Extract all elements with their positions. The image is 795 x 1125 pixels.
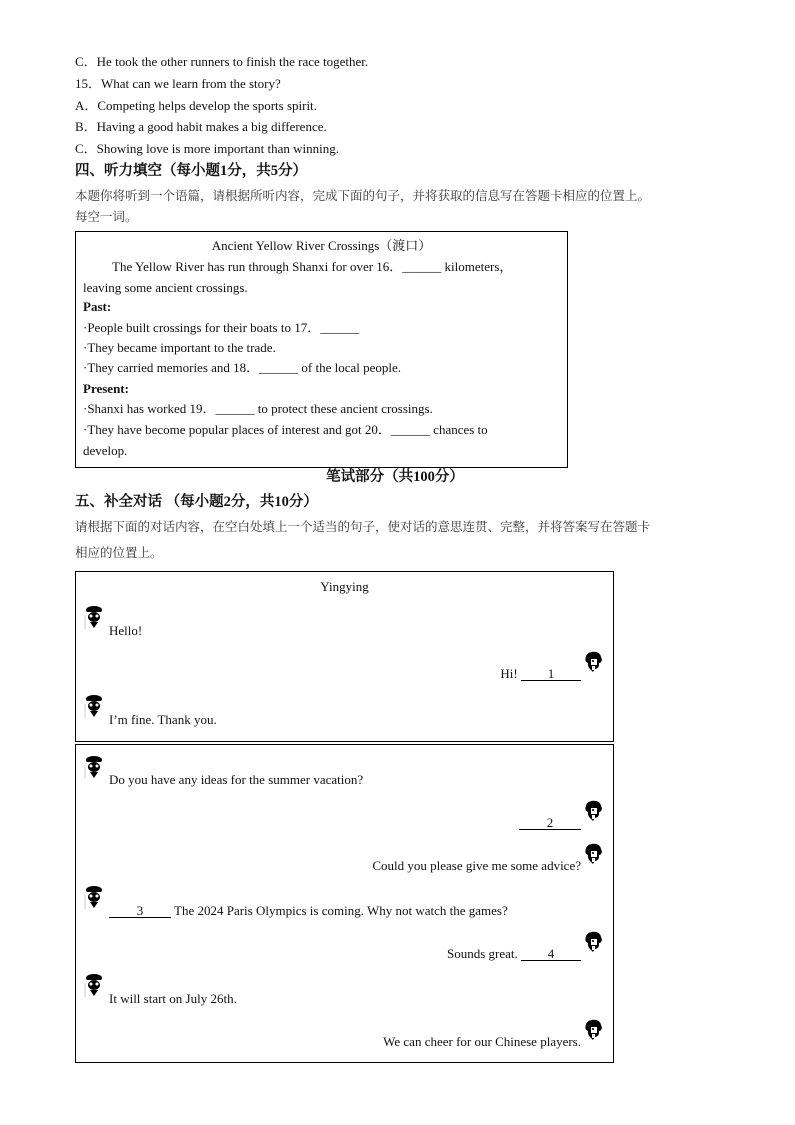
dialog-box-2: [75, 744, 614, 1063]
section-4-instruction-2: 每空一词。: [75, 209, 138, 224]
dialog-title: Yingying: [320, 579, 369, 594]
box-line: ·They carried memories and 18．______ of the local people.: [83, 360, 402, 375]
present-label: Present:: [83, 381, 129, 396]
girl-avatar-icon: [583, 649, 603, 673]
girl-avatar-icon: [583, 798, 603, 822]
box-line: ·Shanxi has worked 19．______ to protect these ancient crossings.: [83, 401, 433, 416]
section-4-instruction: 本题你将听到一个语篇，请根据所听内容，完成下面的句子，并将获取的信息写在答题卡相应的位置上。: [75, 188, 651, 203]
box-line: The Yellow River has run through Shanxi for over 16．______ kilometers，: [112, 259, 513, 274]
section-5-heading: 五、补全对话 （每小题2分，共10分）: [75, 494, 318, 510]
answer-blank-4[interactable]: 4: [521, 947, 581, 961]
dialog-box-1: [75, 571, 614, 742]
box-line: leaving some ancient crossings.: [83, 280, 248, 295]
girl-avatar-icon: [583, 929, 603, 953]
boy-avatar-icon: [84, 694, 104, 718]
dialog-line: I’m fine. Thank you.: [109, 712, 217, 727]
girl-avatar-icon: [583, 841, 603, 865]
past-label: Past:: [83, 299, 112, 314]
dialog-line: It will start on July 26th.: [109, 991, 237, 1006]
dialog-line: Do you have any ideas for the summer vacation?: [109, 772, 364, 787]
dialog-line: Hello!: [109, 623, 143, 638]
box-title: Ancient Yellow River Crossings（渡口）: [211, 238, 432, 253]
section-5-instruction-2: 相应的位置上。: [75, 545, 163, 560]
boy-avatar-icon: [84, 605, 104, 629]
box-line: ·They have become popular places of interest and got 20．______ chances to: [83, 422, 488, 437]
dialog-line: Sounds great. 4: [447, 946, 581, 962]
girl-avatar-icon: [583, 1017, 603, 1041]
answer-blank-1[interactable]: 1: [521, 667, 581, 681]
box-line: ·They became important to the trade.: [83, 340, 276, 355]
answer-blank-2[interactable]: 2: [519, 816, 581, 830]
option-15c: C．Showing love is more important than winning.: [75, 141, 339, 156]
dialog-line: [519, 815, 581, 831]
option-14c: C．He took the other runners to finish the race together.: [75, 54, 369, 69]
box-line: develop.: [83, 443, 128, 458]
boy-avatar-icon: [84, 973, 104, 997]
option-15b: B．Having a good habit makes a big difference.: [75, 119, 327, 134]
boy-avatar-icon: [84, 755, 104, 779]
section-4-heading: 四、听力填空（每小题1分，共5分）: [75, 163, 307, 179]
dialog-line: Could you please give me some advice?: [372, 858, 581, 873]
answer-blank-3[interactable]: 3: [109, 904, 171, 918]
written-part-heading: 笔试部分（共100分）: [326, 469, 464, 485]
dialog-line: 3 The 2024 Paris Olympics is coming. Why not watch the games?: [109, 903, 508, 919]
boy-avatar-icon: [84, 885, 104, 909]
dialog-line: We can cheer for our Chinese players.: [383, 1034, 581, 1049]
listening-box: [75, 231, 568, 468]
section-5-instruction: 请根据下面的对话内容，在空白处填上一个适当的句子，使对话的意思连贯、完整，并将答案写在答题卡: [75, 519, 651, 534]
dialog-line: Hi! 1: [500, 666, 581, 682]
question-15: 15．What can we learn from the story?: [75, 76, 281, 91]
option-15a: A．Competing helps develop the sports spirit.: [75, 98, 317, 113]
box-line: ·People built crossings for their boats to 17．______: [83, 320, 360, 335]
